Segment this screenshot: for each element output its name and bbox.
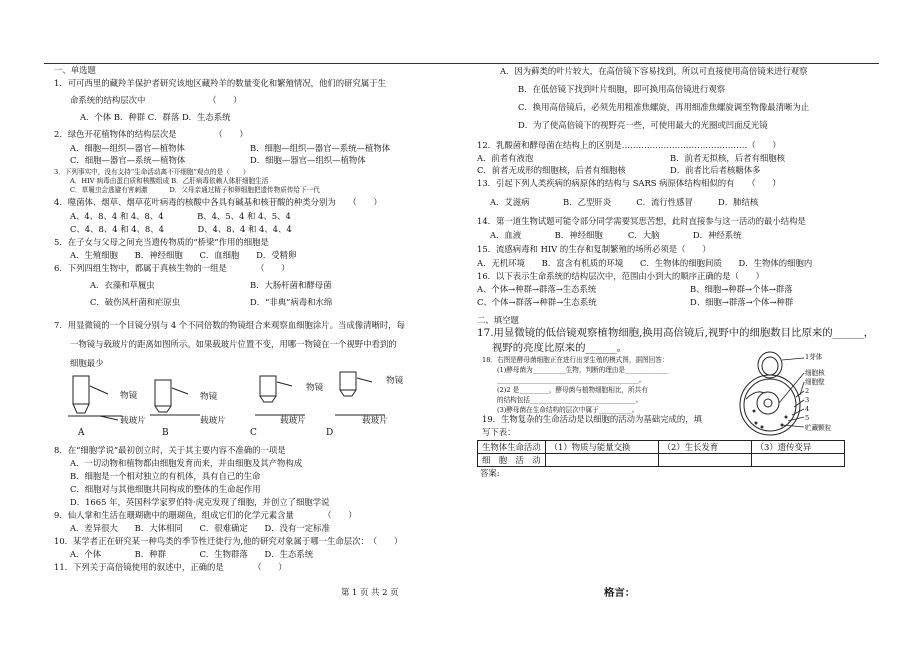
table-row — [478, 441, 845, 454]
nucleus — [757, 392, 779, 414]
pointer-wall — [800, 382, 804, 395]
objective-c-lens — [260, 396, 276, 402]
storage-granule — [755, 422, 758, 425]
q6-option-b: B．大肠杆菌和酵母菌 — [250, 280, 332, 290]
q16-option-c: C、个体→群落→种群→生态系统 — [477, 297, 597, 307]
label-objective-d: 物镜 — [386, 376, 404, 386]
q6-option-c: C．破伤风杆菌和疟原虫 — [90, 297, 181, 307]
pointer-c-objective — [277, 382, 292, 386]
objective-b — [155, 380, 171, 406]
q2-stem: 2．绿色开花植物体的结构层次是 （ ） — [54, 129, 248, 139]
pointer-d-objective — [357, 378, 372, 382]
pointer-bud — [782, 358, 804, 360]
q6-option-d: D．“非典”病毒和水绵 — [250, 297, 333, 307]
figure-letter-b: B — [162, 428, 169, 438]
pointer-a-objective — [90, 386, 108, 394]
pointer-a-slide — [100, 416, 118, 420]
label-slide-b: 载玻片 — [200, 416, 226, 426]
bud-inner — [762, 357, 778, 375]
q17-line1: 17.用显微镜的低倍镜观察植物细胞,换用高倍镜后,视野中的细胞数目比原来的______， — [477, 327, 875, 339]
label-slide-a: 载玻片 — [120, 416, 146, 426]
objectives-figure — [60, 368, 390, 440]
table-cell: 细 胞 活 动 — [478, 454, 546, 467]
answer-cell[interactable] — [545, 454, 658, 467]
q18-part2-cont: 的结构包括________________________________。 — [497, 396, 643, 404]
q13-options: A．艾滋病 B．乙型肝炎 C．流行性感冒 D．肺结核 — [490, 197, 759, 207]
q2-option-a: A．细胞—组织—器官—植物体 — [70, 143, 185, 153]
objective-b-lens — [155, 406, 171, 412]
page-footer: 第 1 页 共 2 页 — [341, 587, 399, 597]
section-fill-in: 二、填空题 — [477, 315, 519, 325]
q7-line2: 一物镜与载玻片的距离如图所示。如果载玻片位置不变，用哪一物镜在一个视野中看到的 — [70, 339, 397, 349]
label-5: 5 — [805, 414, 810, 422]
answer-cell[interactable] — [751, 454, 844, 467]
q1-options: A．个体 B．种群 C．群落 D．生态系统 — [80, 112, 231, 122]
q3-options-ab: A．HIV 病毒由蛋白质和核酸组成 B．乙肝病毒依赖人体肝细胞生活 — [70, 177, 269, 185]
label-objective-c: 物镜 — [306, 383, 324, 393]
q7-line3: 细胞最少 — [70, 358, 104, 368]
q15-stem: 15．流感病毒和 HIV 的生存和复制繁殖的场所必须是（ ） — [477, 244, 711, 254]
q2-option-d: D．细胞—器官—组织—植物体 — [250, 155, 366, 165]
q11-option-d: D．为了使高倍镜下的视野亮一些，可使用最大的光圈或凹面反光镜 — [518, 120, 768, 130]
section-single-choice: 一、单选题 — [54, 65, 96, 75]
objective-a-lens — [73, 404, 89, 413]
objective-a — [73, 376, 89, 404]
storage-granule — [753, 410, 756, 413]
q10-stem: 10．某学者正在研究某一种鸟类的季节性迁徙行为,他的研究对象属于哪一生命层次： （ ） — [54, 536, 403, 546]
label-slide-c: 载玻片 — [280, 416, 306, 426]
q18-part2: (2)2 是_________，酵母菌与植物细胞相比，所共有 — [497, 386, 648, 394]
table-cell: （1）物质与能量交换 — [545, 441, 658, 454]
label-granule: 贮藏颗粒 — [805, 424, 832, 432]
q19-line2: 写下表： — [482, 427, 516, 437]
q12-option-b: B．前者无拟核，后者有细胞核 — [670, 153, 786, 163]
q18-part3: (3)酵母菌在生命结构的层次中属于__________。 — [497, 406, 639, 414]
label-objective-a: 物镜 — [120, 391, 138, 401]
q12-option-d: D．前者比后者核糖体多 — [670, 165, 761, 175]
q2-option-b: B．细胞—组织—器官—系统—植物体 — [250, 143, 391, 153]
q9-stem: 9．仙人掌和生活在珊瑚礁中的珊瑚鱼，组成它们的化学元素含量 （ ） — [54, 510, 357, 520]
q12-option-c: C．前者无成形的细胞核，后者有细胞核 — [477, 165, 626, 175]
q12-stem: 12．乳酸菌和酵母菌在结构上的区别是………………………………………（ ） — [477, 140, 781, 150]
label-cell-wall: 细胞壁 — [805, 378, 825, 386]
storage-granule — [761, 426, 764, 429]
q4-options-ab: A、4、8、4 和 4、8、4 B、4、5、4 和 4、5、4 — [70, 211, 291, 221]
q8-option-a: A．一切动物和植物都由细胞发育而来，并由细胞及其产物构成 — [70, 458, 303, 468]
q15-options: A．无机环境 B．富含有机质的环境 C．生物体的细胞间质 D．生物体的细胞内 — [477, 258, 813, 268]
q1-line2: 命系统的结构层次中 （ ） — [70, 95, 242, 105]
q3-options-cd: C．草履虫会逃避有害刺激 D．父母亲通过精子和卵细胞把遗传物质传给下一代 — [70, 186, 320, 194]
table-cell: （2）生长发育 — [658, 441, 751, 454]
objective-d — [340, 372, 356, 390]
q7-line1: 7．用显微镜的一个目镜分别与 4 个不同倍数的物镜组合来观察血细胞涂片。当成像清晰时，每 — [54, 320, 405, 330]
figure-letter-c: C — [250, 428, 257, 438]
figure-letter-a: A — [78, 428, 85, 438]
label-slide-d: 载玻片 — [362, 416, 388, 426]
figure-letter-d: D — [326, 428, 334, 438]
q18-part1: (1)酵母菌为__________生物，判断的理由是_____________ — [497, 366, 668, 374]
objective-d-lens — [340, 390, 356, 396]
q4-stem: 4．噬菌体、烟草、烟草花叶病毒的核酸中各具有碱基和核苷酸的种类分别为 （ ） — [54, 197, 382, 207]
q3-stem: 3．下列事实中，没有支持“生命活动离不开细胞”观点的是（ ） — [54, 168, 250, 176]
q11-option-c: C．换用高倍镜后，必须先用粗准焦螺旋，再用细准焦螺旋调至物像最清晰为止 — [518, 102, 810, 112]
q16-option-d: D、细胞→群落→个体→种群 — [690, 297, 794, 307]
table-cell: 生物体生命活动 — [478, 441, 546, 454]
q4-options-cd: C、4、8、4 和 4、8、4 D、4、8、4 和 4、4、4 — [70, 224, 292, 234]
q13-stem: 13．引起下列人类疾病的病原体的结构与 SARS 病原体结构相似的有 （ ） — [477, 178, 781, 188]
q16-option-a: A、个体→种群→群落→生态系统 — [477, 284, 597, 294]
q6-option-a: A．衣藻和草履虫 — [90, 280, 155, 290]
q5-options: A．生殖细胞 B．神经细胞 C．血细胞 D．受精卵 — [70, 250, 297, 260]
motto-label: 格言： — [604, 587, 636, 599]
q10-options: A．个体 B．种群 C．生物群落 D．生态系统 — [70, 549, 314, 559]
yeast-cell-figure — [734, 345, 814, 441]
q14-stem: 14．第一道生物试题可能令部分同学需要冥思苦想，此时直接参与这一活动的最小结构是 — [477, 216, 806, 226]
q5-stem: 5．在子女与父母之间充当遗传物质的“桥梁”作用的细胞是 — [54, 237, 269, 247]
label-bud: 1芽体 — [805, 353, 823, 361]
q8-option-d: D．1665 年，英国科学家罗伯特·虎克发现了细胞，并创立了细胞学说 — [70, 497, 330, 507]
q16-stem: 16．以下表示生命系统的结构层次中，范围由小到大的顺序正确的是（ ） — [477, 271, 765, 281]
q1-line1: 1．可可西里的藏羚羊保护者研究该地区藏羚羊的数量变化和繁殖情况，他们的研究属于生 — [54, 78, 386, 88]
q9-options: A．差异很大 B．大体相同 C．很难确定 D．没有一定标准 — [70, 523, 330, 533]
q14-options: A．血液 B．神经细胞 C．大脑 D．神经系统 — [490, 230, 742, 240]
q6-stem: 6．下列四组生物中，都属于真核生物的一组是 （ ） — [54, 263, 290, 273]
objective-c — [260, 376, 276, 396]
q11-stem: 11．下列关于高倍镜使用的叙述中，正确的是 （ ） — [54, 562, 287, 572]
q11-option-b: B．在低倍镜下找到叶片细胞，即可换用高倍镜进行观察 — [518, 84, 726, 94]
cell-membrane — [744, 379, 796, 431]
label-nucleus: 细胞核 — [805, 369, 825, 377]
pointer-b-objective — [172, 388, 188, 394]
table-cell: （3）遗传变异 — [751, 441, 844, 454]
q2-option-c: C．细胞—器官—系统—植物体 — [70, 155, 186, 165]
q8-option-c: C．细胞对与其他细胞共同构成的整体的生命起作用 — [70, 484, 261, 494]
q8-stem: 8．在“细胞学说”最初创立时，关于其主要内容不准确的一项是 — [54, 445, 286, 455]
answer-label: 答案: — [480, 468, 500, 478]
label-4: 4 — [805, 405, 810, 413]
q16-option-b: B、细胞→种群→个体→群落 — [690, 284, 793, 294]
label-2: 2 — [805, 387, 810, 395]
q17-line2: 视野的亮度比原来的______。 — [492, 342, 628, 354]
q11-option-a: A．因为藓类的叶片较大，在高倍镜下容易找到，所以可直接使用高倍镜来进行观察 — [500, 66, 808, 76]
q18-part1-cont: ___________________________________________。 — [497, 376, 646, 384]
organelle-line — [746, 392, 764, 399]
top-rule — [44, 63, 879, 64]
q8-option-b: B．细胞是一个相对独立的有机体，具有自己的生命 — [70, 471, 261, 481]
label-3: 3 — [805, 396, 810, 404]
storage-granule — [785, 416, 788, 419]
q18-stem: 18．右图是酵母菌细胞正在进行出芽生殖的模式图，据图回答： — [482, 356, 669, 364]
table-row — [478, 454, 845, 467]
q19-line1: 19．生物复杂的生命活动是以细胞的活动为基础完成的，填 — [482, 414, 703, 424]
answer-cell[interactable] — [658, 454, 751, 467]
pointer-4 — [792, 409, 804, 415]
label-objective-b: 物镜 — [200, 392, 218, 402]
life-activity-table — [477, 440, 845, 467]
q12-option-a: A．前者有液泡 — [477, 153, 534, 163]
nucleolus — [764, 399, 772, 407]
